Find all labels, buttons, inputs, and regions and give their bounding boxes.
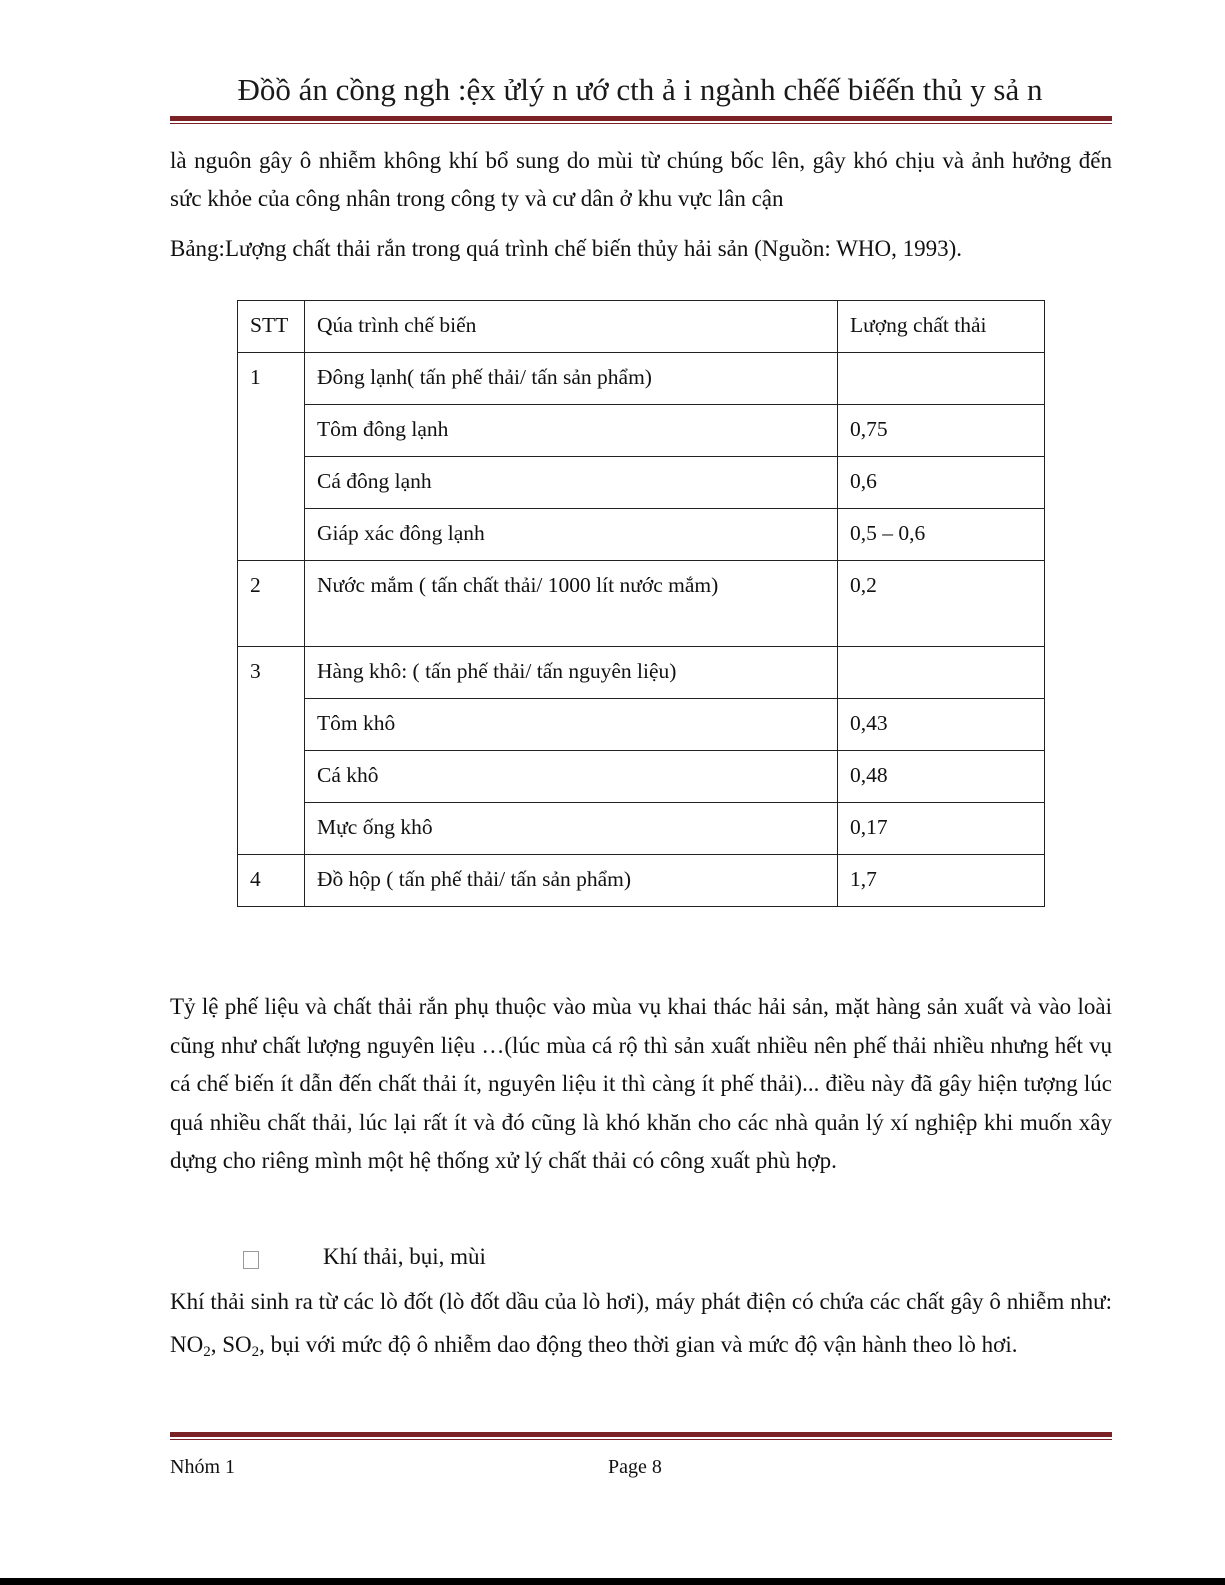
row-process: Mực ống khô xyxy=(305,803,838,855)
row-amount: 0,6 xyxy=(838,457,1045,509)
bullet-heading: Khí thải, bụi, mùi xyxy=(323,1244,486,1269)
row-process: Đông lạnh( tấn phế thải/ tấn sản phẩm) xyxy=(305,353,838,405)
table-row xyxy=(238,561,1045,647)
row-amount: 0,17 xyxy=(838,803,1045,855)
row-amount: 0,75 xyxy=(838,405,1045,457)
row-process: Tôm đông lạnh xyxy=(305,405,838,457)
header-rule-thin xyxy=(170,123,1112,124)
waste-variation-paragraph: Tỷ lệ phế liệu và chất thải rắn phụ thuộc vào mùa vụ khai thác hải sản, mặt hàng sản xuất và vào loài cũng như chất lượng nguyên liệu …(lúc mùa cá rộ thì sản xuất nhiều nên phế thải nhiều nhưng hết vụ cá chế biến ít dẫn đến chất thải ít, nguyên liệu it thì càng ít phế thải)... điều này đã gây hiện tượng lúc quá nhiều chất thải, lúc lại rất ít và đó cũng là khó khăn cho các nhà quản lý xí nghiệp khi muốn xây dựng cho riêng mình một hệ thống xử lý chất thải có công xuất phù hợp. xyxy=(170,994,1112,1173)
row-process: Nước mắm ( tấn chất thải/ 1000 lít nước mắm) xyxy=(305,561,838,647)
table-caption: Bảng:Lượng chất thải rắn trong quá trình chế biến thủy hải sản (Nguồn: WHO, 1993). xyxy=(170,236,962,261)
row-process: Giáp xác đông lạnh xyxy=(305,509,838,561)
emission-paragraph: Khí thải sinh ra từ các lò đốt (lò đốt dầu của lò hơi), máy phát điện có chứa các chất gây ô nhiễm như: $NO_2$, $SO_2$, bụi với mức độ ô nhiễm dao động theo thời gian và mức độ vận hành theo lò hơi. xyxy=(170,1289,1112,1360)
footer-rule-thin xyxy=(170,1439,1112,1440)
page-number: Page 8 xyxy=(608,1456,662,1478)
row-stt: 1 xyxy=(238,353,305,561)
table-row xyxy=(238,509,1045,561)
intro-paragraph: là nguôn gây ô nhiễm không khí bổ sung do mùi từ chúng bốc lên, gây khó chịu và ảnh hưởng đến sức khỏe của công nhân trong công ty và cư dân ở khu vực lân cận xyxy=(170,148,1112,211)
footer-group-label: Nhóm 1 xyxy=(170,1456,235,1478)
row-amount: 0,2 xyxy=(838,561,1045,647)
row-stt: 4 xyxy=(238,855,305,907)
page-header-title: Đồồ án cồng ngh :ệx ửlý n ướ cth ả i ngành chếế biếến thủ y sả n xyxy=(237,72,1043,107)
row-stt: 2 xyxy=(238,561,305,647)
row-amount: 1,7 xyxy=(838,855,1045,907)
row-amount: 0,5 – 0,6 xyxy=(838,509,1045,561)
table-row xyxy=(238,855,1045,907)
header-process: Qúa trình chế biến xyxy=(305,301,838,353)
table-row xyxy=(238,699,1045,751)
table-row xyxy=(238,353,1045,405)
table-row xyxy=(238,751,1045,803)
header-amount: Lượng chất thải xyxy=(838,301,1045,353)
row-stt: 3 xyxy=(238,647,305,855)
row-process: Đồ hộp ( tấn phế thải/ tấn sản phẩm) xyxy=(305,855,838,907)
table-header-row xyxy=(238,301,1045,353)
row-amount: 0,43 xyxy=(838,699,1045,751)
bottom-edge-bar xyxy=(0,1578,1225,1585)
waste-table xyxy=(237,300,1045,907)
row-process: Cá đông lạnh xyxy=(305,457,838,509)
row-amount xyxy=(838,353,1045,405)
row-process: Hàng khô: ( tấn phế thải/ tấn nguyên liệu) xyxy=(305,647,838,699)
row-process: Cá khô xyxy=(305,751,838,803)
footer-rule-thick xyxy=(170,1432,1112,1437)
row-amount xyxy=(838,647,1045,699)
table-row xyxy=(238,803,1045,855)
row-process: Tôm khô xyxy=(305,699,838,751)
bullet-box-icon xyxy=(243,1251,259,1269)
table-row xyxy=(238,457,1045,509)
header-stt: STT xyxy=(238,301,305,353)
header-rule-thick xyxy=(170,116,1112,121)
table-row xyxy=(238,405,1045,457)
table-row xyxy=(238,647,1045,699)
row-amount: 0,48 xyxy=(838,751,1045,803)
